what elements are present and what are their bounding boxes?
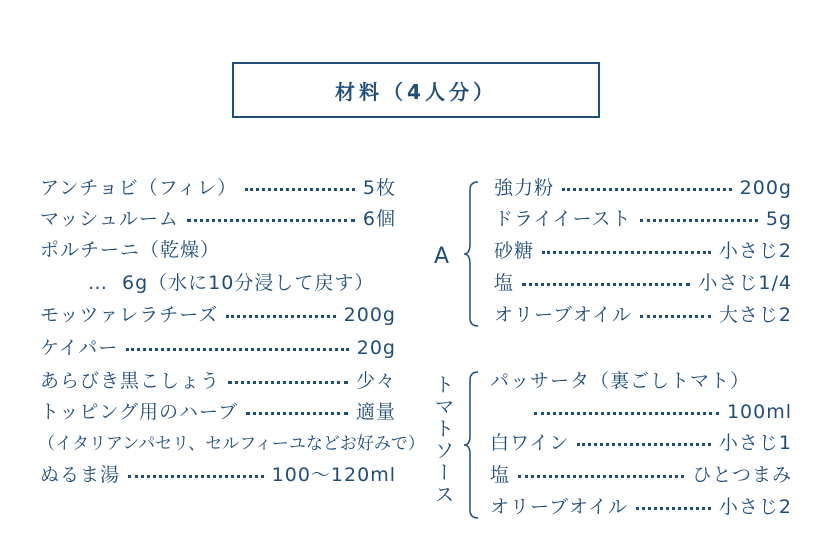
leader-dots: [228, 368, 348, 394]
leader-dots: [126, 335, 348, 361]
ingredient-name: マッシュルーム: [40, 208, 179, 230]
ingredient-amount: 20g: [356, 337, 396, 359]
ingredient-name: 塩: [494, 272, 515, 294]
ingredient-name: パッサータ（裏ごしトマト）: [490, 370, 751, 392]
ingredient-name: オリーブオイル: [494, 304, 632, 326]
ingredient-row: [490, 462, 792, 488]
ingredient-name: 6g（水に10分浸して戻す）: [122, 272, 375, 294]
leader-dots: [640, 206, 758, 232]
ingredient-name: 砂糖: [494, 240, 535, 262]
ingredient-row: [494, 302, 792, 328]
ingredient-amount: 5枚: [362, 177, 396, 199]
ingredient-row: [534, 399, 792, 425]
ingredient-name: あらびき黒こしょう: [40, 370, 221, 392]
ingredient-amount: 200g: [343, 304, 396, 326]
ingredient-row: [40, 206, 396, 232]
ingredient-amount: 大さじ2: [718, 304, 792, 326]
ingredient-name: 白ワイン: [490, 432, 570, 454]
leader-dots: [226, 302, 335, 328]
ingredient-amount: 小さじ1: [718, 432, 792, 454]
ingredient-name: モッツァレラチーズ: [40, 304, 219, 326]
leader-dots: [636, 494, 711, 520]
ingredient-row: [494, 175, 792, 201]
ingredient-name: 強力粉: [494, 177, 555, 199]
ingredient-row: [490, 368, 792, 394]
group-sauce-label: トマトソース: [431, 374, 455, 506]
ingredient-amount: 6個: [362, 208, 396, 230]
ingredient-amount: 少々: [355, 370, 396, 392]
ingredient-name: ポルチーニ（乾燥）: [40, 239, 221, 261]
ingredient-name: オリーブオイル: [490, 496, 628, 518]
ingredient-row: [490, 494, 792, 520]
ingredient-amount: ひとつまみ: [692, 464, 792, 486]
leader-dots: [518, 462, 684, 488]
ingredient-name: トッピング用のハーブ: [40, 401, 239, 423]
leader-dots: [245, 175, 355, 201]
ingredient-row: [40, 302, 396, 328]
ingredient-row: [40, 237, 396, 263]
ingredient-amount: 100ml: [726, 401, 792, 423]
ingredient-amount: 5g: [765, 208, 792, 230]
ingredient-name: ケイパー: [40, 337, 119, 359]
leader-dots: [577, 430, 710, 456]
ingredient-name: アンチョビ（フィレ）: [40, 177, 238, 199]
ingredient-row: [40, 175, 396, 201]
leader-dots: [562, 175, 732, 201]
ingredient-amount: 小さじ1/4: [698, 272, 792, 294]
ingredient-row: [40, 368, 396, 394]
ingredient-amount: 200g: [739, 177, 792, 199]
ingredient-name: ぬるま湯: [40, 464, 121, 486]
ingredient-name: （イタリアンパセリ、セルフィーユなどお好みで）: [38, 434, 425, 454]
leader-dots: [128, 462, 264, 488]
page-title: 材料（4人分）: [335, 79, 497, 104]
ingredient-amount: 小さじ2: [718, 496, 792, 518]
leader-dots: [640, 302, 711, 328]
leader-dots: [522, 270, 690, 296]
leader-dots: [187, 206, 355, 232]
ingredient-row: [490, 430, 792, 456]
title-box: [232, 62, 600, 118]
ingredient-row: [494, 270, 792, 296]
ingredient-row: [494, 206, 792, 232]
group-sauce-brace: [462, 370, 482, 520]
ingredient-name: ドライイースト: [494, 208, 632, 230]
ingredient-amount: 100〜120ml: [271, 464, 396, 486]
group-a-label: A: [434, 244, 450, 269]
group-a-brace: [462, 180, 482, 328]
ingredient-name: 塩: [490, 464, 511, 486]
leader-dots: [542, 238, 711, 264]
ingredient-row: [40, 399, 396, 425]
leader-dots: [534, 399, 719, 425]
ingredient-row: [88, 270, 396, 296]
ingredient-row: [494, 238, 792, 264]
ingredient-prefix: …: [88, 272, 108, 294]
ingredient-amount: 小さじ2: [718, 240, 792, 262]
ingredient-row: [40, 462, 396, 488]
ingredient-row: [40, 335, 396, 361]
leader-dots: [246, 399, 348, 425]
ingredient-amount: 適量: [355, 401, 396, 423]
ingredient-note: [38, 431, 425, 457]
